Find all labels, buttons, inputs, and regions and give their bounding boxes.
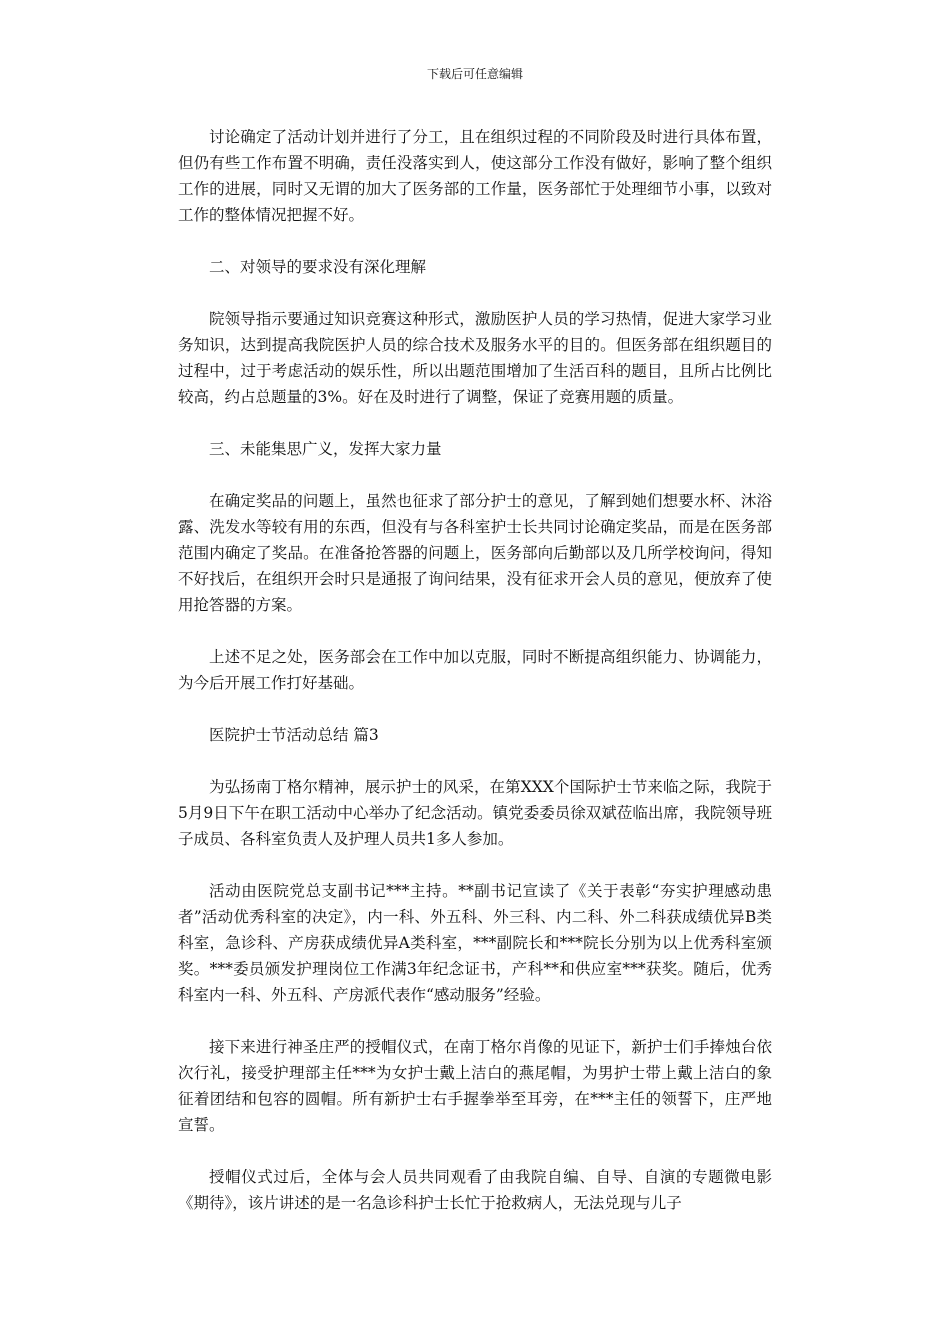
- section-heading: 二、对领导的要求没有深化理解: [209, 258, 427, 276]
- body-paragraph: 讨论确定了活动计划并进行了分工，且在组织过程的不同阶段及时进行具体布置，但仍有些工作布置不明确，责任没落实到人，使这部分工作没有做好，影响了整个组织工作的进展，同时又无谓的加大了医务部的工作量，医务部忙于处理细节小事，以致对工作的整体情况把握不好。: [178, 128, 772, 224]
- body-paragraph: 授帽仪式过后，全体与会人员共同观看了由我院自编、自导、自演的专题微电影《期待》，该片讲述的是一名急诊科护士长忙于抢救病人，无法兑现与儿子: [178, 1168, 772, 1212]
- page-header: 下载后可任意编辑: [426, 67, 523, 81]
- body-paragraph: 在确定奖品的问题上，虽然也征求了部分护士的意见，了解到她们想要水杯、沐浴露、洗发水等较有用的东西，但没有与各科室护士长共同讨论确定奖品，而是在医务部范围内确定了奖品。在准备抢答器的问题上，医务部向后勤部以及几所学校询问，得知不好找后，在组织开会时只是通报了询问结果，没有征求开会人员的意见，便放弃了使用抢答器的方案。: [178, 492, 772, 614]
- body-paragraph: 为弘扬南丁格尔精神，展示护士的风采，在第XXX个国际护士节来临之际，我院于5月9日下午在职工活动中心举办了纪念活动。镇党委委员徐双斌莅临出席，我院领导班子成员、各科室负责人及护理人员共1多人参加。: [178, 778, 772, 848]
- document-body: [178, 124, 772, 1216]
- body-paragraph: 院领导指示要通过知识竞赛这种形式，激励医护人员的学习热情，促进大家学习业务知识，达到提高我院医护人员的综合技术及服务水平的目的。但医务部在组织题目的过程中，过于考虑活动的娱乐性，所以出题范围增加了生活百科的题目，且所占比例比较高，约占总题量的3%。好在及时进行了调整，保证了竞赛用题的质量。: [178, 310, 772, 406]
- article-title: 医院护士节活动总结 篇3: [209, 726, 379, 744]
- body-paragraph: 上述不足之处，医务部会在工作中加以克服，同时不断提高组织能力、协调能力，为今后开展工作打好基础。: [178, 648, 772, 692]
- body-paragraph: 活动由医院党总支副书记***主持。**副书记宣读了《关于表彰“夯实护理感动患者”活动优秀科室的决定》，内一科、外五科、外三科、内二科、外二科获成绩优异B类科室，急诊科、产房获成绩优异A类科室，***副院长和***院长分别为以上优秀科室颁奖。***委员颁发护理岗位工作满3年纪念证书，产科**和供应室***获奖。随后，优秀科室内一科、外五科、产房派代表作“感动服务”经验。: [178, 882, 772, 1004]
- body-paragraph: 接下来进行神圣庄严的授帽仪式，在南丁格尔肖像的见证下，新护士们手捧烛台依次行礼，接受护理部主任***为女护士戴上洁白的燕尾帽，为男护士带上戴上洁白的象征着团结和包容的圆帽。所有新护士右手握拳举至耳旁，在***主任的领誓下，庄严地宣誓。: [178, 1038, 772, 1134]
- section-heading: 三、未能集思广义，发挥大家力量: [209, 440, 442, 458]
